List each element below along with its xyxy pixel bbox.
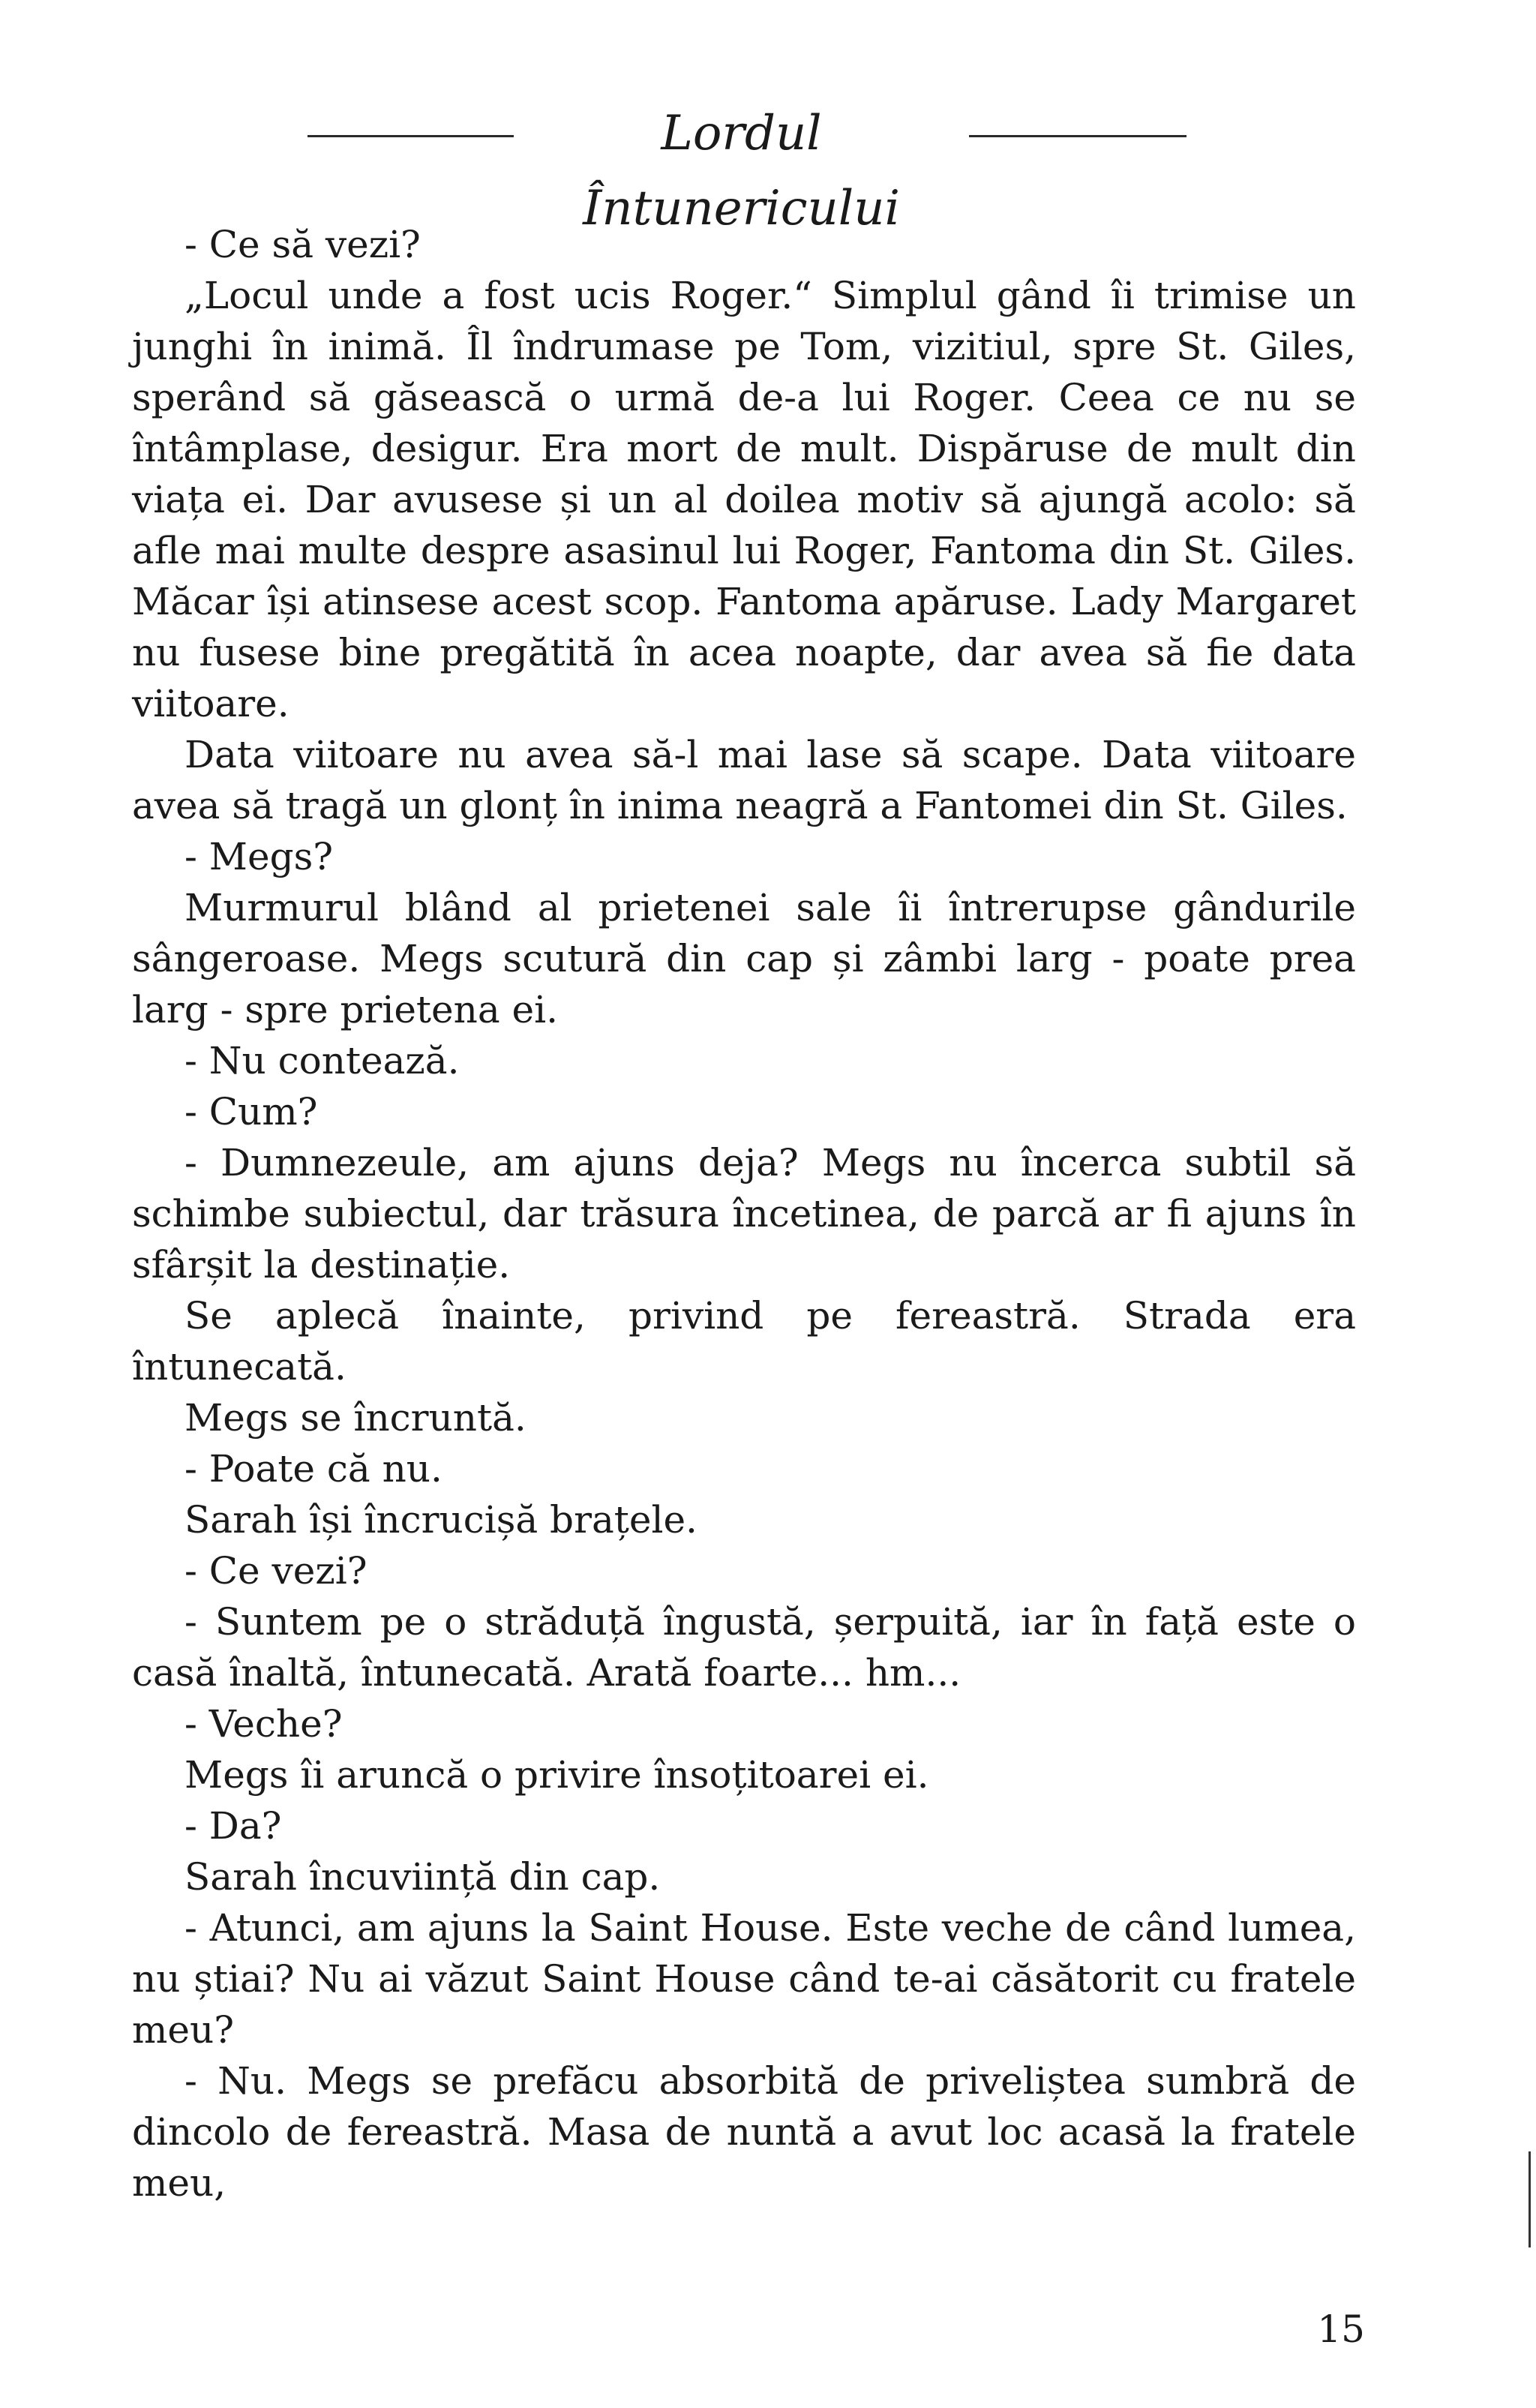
paragraph: - Da? xyxy=(184,1804,282,1848)
paragraph: Murmurul blând al prietenei sale îi întrerupse gândurile sângeroase. Megs scutură din cap și zâmbi larg - poate prea larg - spre prietena ei. xyxy=(132,886,1356,1031)
paragraph: - Cum? xyxy=(184,1090,318,1133)
paragraph: Megs îi aruncă o privire însoțitoarei ei. xyxy=(184,1753,929,1797)
header-rule-left xyxy=(308,135,514,137)
paragraph: Sarah își încrucișă brațele. xyxy=(184,1498,698,1542)
paragraph: - Nu. Megs se prefăcu absorbită de priveliștea sumbră de dincolo de fereastră. Masa de nuntă a avut loc acasă la fratele meu, xyxy=(132,2059,1356,2205)
header-rule-right xyxy=(969,135,1186,137)
paragraph: Se aplecă înainte, privind pe fereastră. Strada era întunecată. xyxy=(132,1294,1356,1389)
paragraph: - Poate că nu. xyxy=(184,1447,442,1491)
running-header-title: Lordul Întunericului xyxy=(583,106,900,236)
paragraph: - Veche? xyxy=(184,1702,343,1746)
paragraph: Sarah încuviință din cap. xyxy=(184,1855,661,1899)
paragraph: - Ce să vezi? xyxy=(184,223,421,266)
paragraph: „Locul unde a fost ucis Roger.“ Simplul gând îi trimise un junghi în inimă. Îl îndrumase pe Tom, vizitiul, spre St. Giles, sperând să găsească o urmă de-a lui Roger. Ceea ce nu se întâmplase, desigur. Era mort de mult. Dispăruse de mult din viața ei. Dar avusese și un al doilea motiv să ajungă acolo: să afle mai multe despre asasinul lui Roger, Fantoma din St. Giles. Măcar își atinsese acest scop. Fantoma apăruse. Lady Margaret nu fusese bine pregătită în acea noapte, dar avea să fie data viitoare. xyxy=(132,274,1356,725)
running-header xyxy=(0,96,1536,236)
paragraph: - Megs? xyxy=(184,835,334,878)
paragraph: - Ce vezi? xyxy=(184,1549,368,1593)
paragraph: - Dumnezeule, am ajuns deja? Megs nu încerca subtil să schimbe subiectul, dar trăsura încetinea, de parcă ar fi ajuns în sfârșit la destinație. xyxy=(132,1141,1356,1287)
margin-scan-mark xyxy=(1528,2151,1531,2247)
paragraph: - Atunci, am ajuns la Saint House. Este veche de când lumea, nu știai? Nu ai văzut Saint House când te-ai căsătorit cu fratele meu? xyxy=(132,1906,1356,2052)
body-text xyxy=(132,219,1356,2208)
paragraph: - Suntem pe o străduță îngustă, șerpuită, iar în față este o casă înaltă, întunecată. Arată foarte... hm... xyxy=(132,1600,1356,1695)
paragraph: Megs se încruntă. xyxy=(184,1396,526,1440)
page-number: 15 xyxy=(1317,2307,1365,2351)
paragraph: Data viitoare nu avea să-l mai lase să scape. Data viitoare avea să tragă un glonț în inima neagră a Fantomei din St. Giles. xyxy=(132,733,1356,827)
paragraph: - Nu contează. xyxy=(184,1039,460,1082)
